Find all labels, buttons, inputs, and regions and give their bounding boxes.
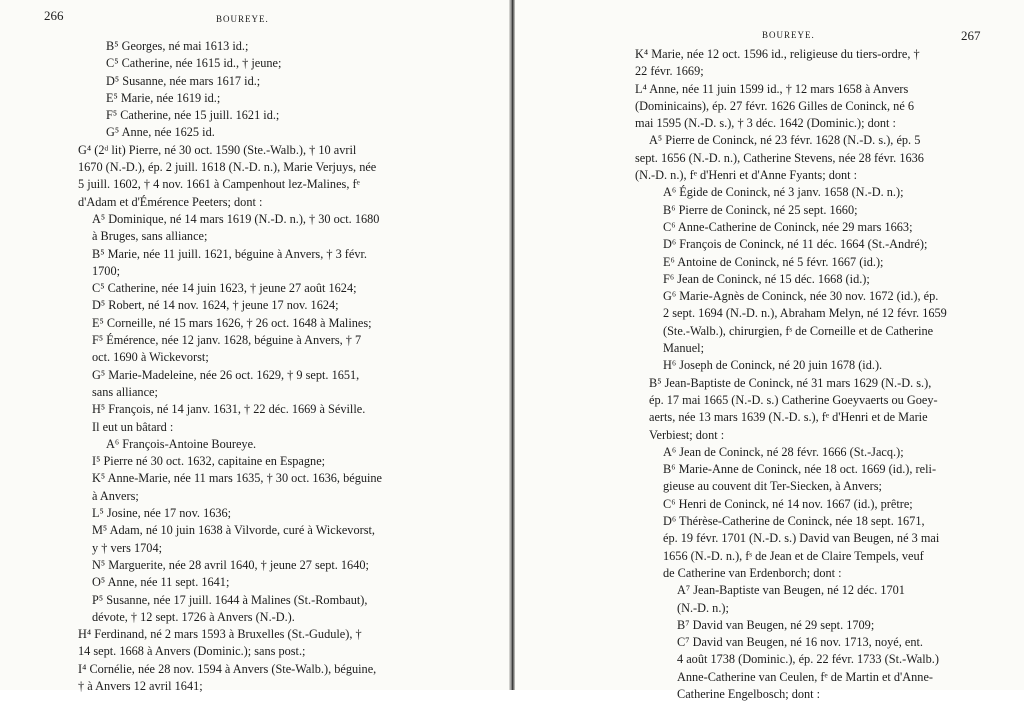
text-line: C⁵ Catherine, née 14 juin 1623, † jeune 27 août 1624; <box>92 281 357 296</box>
text-line: mai 1595 (N.-D. s.), † 3 déc. 1642 (Dominic.); dont : <box>635 116 896 131</box>
text-line: N⁵ Marguerite, née 28 avril 1640, † jeune 27 sept. 1640; <box>92 557 369 572</box>
left-page <box>0 0 509 693</box>
text-line: 22 févr. 1669; <box>635 64 704 79</box>
text-line: sept. 1656 (N.-D. n.), Catherine Stevens, née 28 févr. 1636 <box>635 150 924 165</box>
text-line: à Anvers; <box>92 488 139 503</box>
text-line: (N.-D. n.); <box>677 600 729 615</box>
text-line: E⁵ Corneille, né 15 mars 1626, † 26 oct. 1648 à Malines; <box>92 315 372 330</box>
text-line: I⁵ Pierre né 30 oct. 1632, capitaine en Espagne; <box>92 454 326 469</box>
text-line: B⁵ Marie, née 11 juill. 1621, béguine à Anvers, † 3 févr. <box>92 246 367 261</box>
text-line: D⁶ François de Coninck, né 11 déc. 1664 (St.-André); <box>663 237 928 252</box>
text-line: A⁶ François-Antoine Boureye. <box>106 436 257 451</box>
text-line: Catherine Engelbosch; dont : <box>677 686 821 701</box>
text-line: K⁵ Anne-Marie, née 11 mars 1635, † 30 oct. 1636, béguine <box>92 471 383 486</box>
text-line: B⁵ Georges, né mai 1613 id.; <box>106 39 249 53</box>
text-line: G⁶ Marie-Agnès de Coninck, née 30 nov. 1672 (id.), ép. <box>663 289 939 304</box>
text-line: E⁶ Antoine de Coninck, né 5 févr. 1667 (id.); <box>663 254 884 269</box>
text-line: Manuel; <box>663 341 704 356</box>
text-line: K⁴ Marie, née 12 oct. 1596 id., religieuse du tiers-ordre, † <box>635 47 920 61</box>
text-line: ép. 19 févr. 1701 (N.-D. s.) David van Beugen, né 3 mai <box>663 531 940 546</box>
text-line: 4 août 1738 (Dominic.), ép. 22 févr. 1733 (St.-Walb.) <box>677 652 939 667</box>
text-line: C⁷ David van Beugen, né 16 nov. 1713, noyé, ent. <box>677 635 923 650</box>
page-number: 267 <box>961 28 981 43</box>
text-line: A⁵ Pierre de Coninck, né 23 févr. 1628 (N.-D. s.), ép. 5 <box>649 133 921 148</box>
text-line: D⁶ Thérèse-Catherine de Coninck, née 18 sept. 1671, <box>663 514 925 529</box>
text-line: aerts, née 13 mars 1639 (N.-D. s.), fᵉ d'Henri et de Marie <box>649 410 928 425</box>
text-line: A⁶ Égide de Coninck, né 3 janv. 1658 (N.-D. n.); <box>663 185 904 200</box>
text-line: C⁶ Henri de Coninck, né 14 nov. 1667 (id.), prêtre; <box>663 496 913 511</box>
text-line: D⁵ Susanne, née mars 1617 id.; <box>106 73 261 88</box>
text-line: B⁷ David van Beugen, né 29 sept. 1709; <box>677 617 875 632</box>
text-line: F⁵ Catherine, née 15 juill. 1621 id.; <box>106 108 280 123</box>
text-line: de Catherine van Erdenborch; dont : <box>663 565 842 580</box>
text-line: E⁵ Marie, née 1619 id.; <box>106 90 221 105</box>
text-line: C⁶ Anne-Catherine de Coninck, née 29 mars 1663; <box>663 219 913 234</box>
text-line: I⁴ Cornélie, née 28 nov. 1594 à Anvers (Ste-Walb.), béguine, <box>78 661 377 676</box>
text-line: F⁶ Jean de Coninck, né 15 déc. 1668 (id.); <box>663 271 870 286</box>
page-body <box>635 46 1003 703</box>
text-line: B⁶ Pierre de Coninck, né 25 sept. 1660; <box>663 202 858 217</box>
text-line: 14 sept. 1668 à Anvers (Dominic.); sans post.; <box>78 644 306 659</box>
page-body <box>78 38 423 695</box>
running-head: BOUREYE. <box>762 30 815 40</box>
text-line: sans alliance; <box>92 384 158 399</box>
text-line: 1670 (N.-D.), ép. 2 juill. 1618 (N.-D. n.), Marie Verjuys, née <box>78 160 377 175</box>
text-line: L⁵ Josine, née 17 nov. 1636; <box>92 506 232 521</box>
text-line: à Bruges, sans alliance; <box>92 229 208 244</box>
text-line: 5 juill. 1602, † 4 nov. 1661 à Campenhout lez-Malines, fᵉ <box>78 177 360 192</box>
page-number: 266 <box>44 8 64 23</box>
text-line: y † vers 1704; <box>92 540 163 555</box>
text-line: 1700; <box>92 263 121 278</box>
text-line: 1656 (N.-D. n.), fˢ de Jean et de Claire Tempels, veuf <box>663 548 924 563</box>
text-line: H⁴ Ferdinand, né 2 mars 1593 à Bruxelles (St.-Gudule), † <box>78 627 362 642</box>
text-line: D⁵ Robert, né 14 nov. 1624, † jeune 17 nov. 1624; <box>92 298 339 313</box>
text-line: (Dominicains), ép. 27 févr. 1626 Gilles de Coninck, né 6 <box>635 98 915 113</box>
text-line: G⁴ (2ᵈ lit) Pierre, né 30 oct. 1590 (Ste.-Walb.), † 10 avril <box>78 142 357 157</box>
running-head: BOUREYE. <box>216 14 269 24</box>
text-line: Verbiest; dont : <box>649 427 725 442</box>
text-line: oct. 1690 à Wickevorst; <box>92 350 209 365</box>
text-line: B⁵ Jean-Baptiste de Coninck, né 31 mars 1629 (N.-D. s.), <box>649 375 932 390</box>
text-line: Il eut un bâtard : <box>92 419 174 434</box>
text-line: (Ste.-Walb.), chirurgien, fˢ de Corneille et de Catherine <box>663 323 934 338</box>
text-line: H⁶ Joseph de Coninck, né 20 juin 1678 (id.). <box>663 358 883 373</box>
text-line: gieuse au couvent dit Ter-Siecken, à Anvers; <box>663 479 882 494</box>
text-line: O⁵ Anne, née 11 sept. 1641; <box>92 575 230 590</box>
text-line: C⁵ Catherine, née 1615 id., † jeune; <box>106 56 282 71</box>
text-line: 2 sept. 1694 (N.-D. n.), Abraham Melyn, né 12 févr. 1659 <box>663 306 947 321</box>
text-line: M⁵ Adam, né 10 juin 1638 à Vilvorde, curé à Wickevorst, <box>92 523 375 538</box>
text-line: B⁶ Marie-Anne de Coninck, née 18 oct. 1669 (id.), reli- <box>663 462 937 477</box>
text-line: Anne-Catherine van Ceulen, fᵉ de Martin et d'Anne- <box>677 669 934 684</box>
text-line: P⁵ Susanne, née 17 juill. 1644 à Malines (St.-Rombaut), <box>92 592 368 607</box>
text-line: G⁵ Marie-Madeleine, née 26 oct. 1629, † 9 sept. 1651, <box>92 367 360 382</box>
text-line: ép. 17 mai 1665 (N.-D. s.) Catherine Goeyvaerts ou Goey- <box>649 392 938 407</box>
text-line: L⁴ Anne, née 11 juin 1599 id., † 12 mars 1658 à Anvers <box>635 81 909 96</box>
text-line: (N.-D. n.), fᵉ d'Henri et d'Anne Fyants; dont : <box>635 168 858 183</box>
right-page <box>515 0 1024 701</box>
text-line: H⁵ François, né 14 janv. 1631, † 22 déc. 1669 à Séville. <box>92 402 366 417</box>
text-line: dévote, † 12 sept. 1726 à Anvers (N.-D.). <box>92 609 295 624</box>
text-line: G⁵ Anne, née 1625 id. <box>106 125 215 140</box>
text-line: A⁶ Jean de Coninck, né 28 févr. 1666 (St.-Jacq.); <box>663 444 904 459</box>
text-line: F⁵ Émérence, née 12 janv. 1628, béguine à Anvers, † 7 <box>92 333 362 348</box>
text-line: A⁵ Dominique, né 14 mars 1619 (N.-D. n.), † 30 oct. 1680 <box>92 211 380 226</box>
text-line: d'Adam et d'Émérence Peeters; dont : <box>78 194 263 209</box>
text-line: † à Anvers 12 avril 1641; <box>78 678 203 693</box>
text-line: A⁷ Jean-Baptiste van Beugen, né 12 déc. 1701 <box>677 583 905 598</box>
